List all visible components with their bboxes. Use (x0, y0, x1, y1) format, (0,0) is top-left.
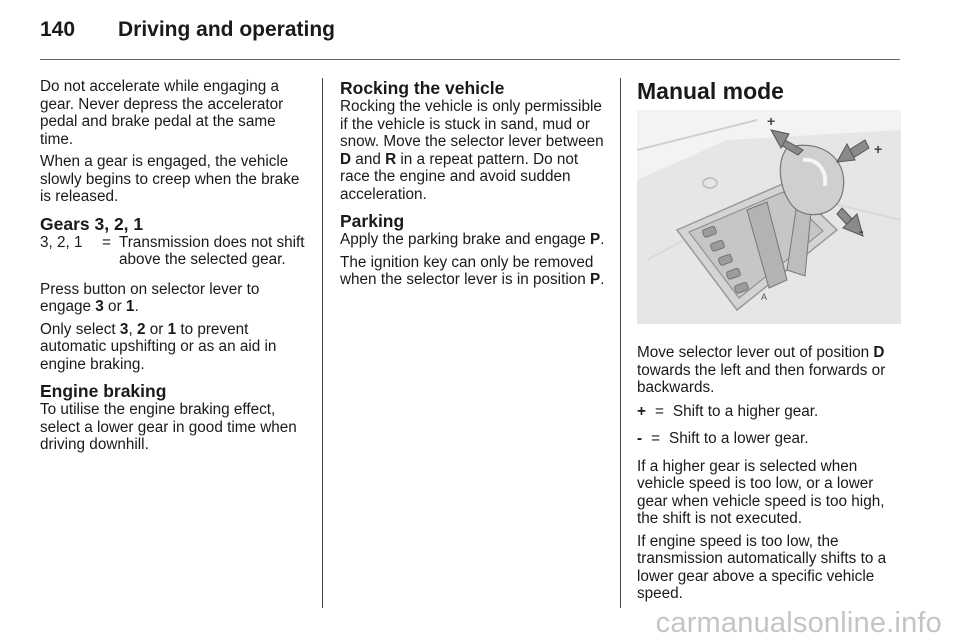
gear-selector-illustration (637, 110, 901, 324)
paragraph-accelerate-warning: Do not accelerate while engaging a gear. Never depress the accelerator pedal and brake pedal at the same time. (40, 78, 284, 148)
column-left (40, 78, 308, 459)
paragraph-press-button: Press button on selector lever to engage 3 or 1. (40, 280, 260, 315)
paragraph-creep: When a gear is engaged, the vehicle slowly begins to creep when the brake is released. (40, 153, 300, 205)
plus-definition (637, 403, 903, 421)
page-number: 140 (40, 18, 76, 41)
gears-equals: = (102, 233, 111, 251)
svg-text:A: A (761, 292, 768, 302)
heading-gears: Gears 3, 2, 1 (40, 213, 144, 234)
plus-equals: = (654, 402, 664, 420)
svg-text:+: + (767, 113, 776, 129)
heading-parking: Parking (340, 211, 405, 231)
plus-description: Shift to a higher gear. (672, 402, 819, 420)
column-divider-right (620, 78, 621, 608)
page-title: Driving and operating (118, 18, 336, 41)
gears-term: 3, 2, 1 (40, 233, 83, 251)
paragraph-ignition: The ignition key can only be removed when the selector lever is in position P. (340, 253, 605, 288)
column-divider-left (322, 78, 323, 608)
gears-definition (40, 234, 308, 269)
svg-text:+: + (874, 141, 883, 157)
paragraph-rocking: Rocking the vehicle is only permissible if the vehicle is stuck in sand, mud or snow. Move the selector lever between D and R in a repeat pattern. Do not race the engine and avoid sudden acceleration. (340, 98, 604, 203)
paragraph-only-select: Only select 3, 2 or 1 to prevent automatic upshifting or as an aid in engine braking. (40, 320, 277, 373)
header-rule (40, 59, 900, 60)
gears-description: Transmission does not shift above the selected gear. (118, 233, 305, 268)
watermark: carmanualsonline.info (655, 607, 942, 639)
heading-manual-mode: Manual mode (637, 78, 784, 104)
minus-term: - (637, 430, 643, 447)
svg-text:-: - (859, 223, 864, 239)
minus-equals: = (651, 430, 661, 447)
paragraph-move-selector: Move selector lever out of position D towards the left and then forwards or backwards. (637, 344, 886, 396)
column-middle (340, 78, 608, 294)
paragraph-higher-gear: If a higher gear is selected when vehicle speed is too low, or a lower gear when vehicle speed is too high, the shift is not executed. (637, 457, 885, 527)
paragraph-parking: Apply the parking brake and engage P. (340, 231, 605, 248)
minus-definition (637, 430, 903, 448)
column-right (637, 78, 903, 608)
paragraph-engine-speed: If engine speed is too low, the transmission automatically shifts to a lower gear above a specific vehicle speed. (637, 532, 887, 602)
heading-engine-braking: Engine braking (40, 381, 167, 401)
heading-rocking: Rocking the vehicle (340, 78, 505, 98)
page-header (40, 18, 335, 50)
plus-term: + (637, 402, 646, 420)
paragraph-engine-braking: To utilise the engine braking effect, select a lower gear in good time when driving downhill. (40, 401, 297, 453)
minus-description: Shift to a lower gear. (669, 430, 809, 447)
